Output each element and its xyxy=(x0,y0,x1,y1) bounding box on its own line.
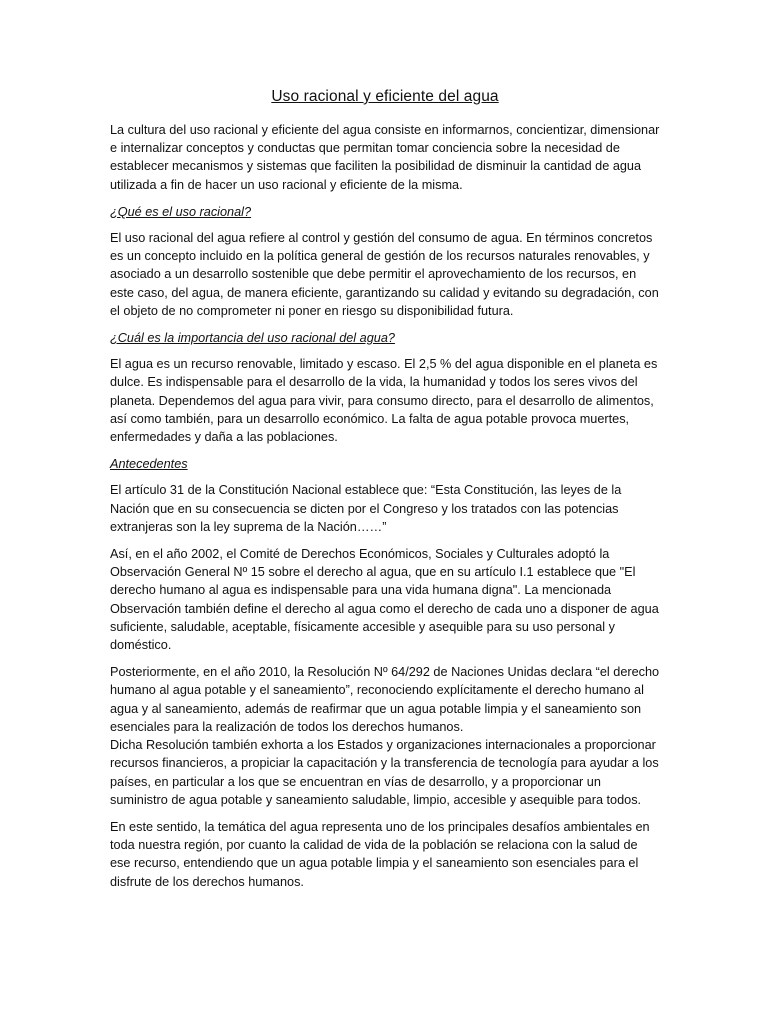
paragraph-exhortacion: Dicha Resolución también exhorta a los Estados y organizaciones internacionales a proporcionar recursos financieros, a propiciar la capacitación y la transferencia de tecnología para ayudar a los países, en particular a los que se encuentran en vías de desarrollo, y a proporcionar un suministro de agua potable y saneamiento saludable, limpio, accesible y asequible para todos. xyxy=(110,738,659,807)
paragraph-uso-racional: El uso racional del agua refiere al control y gestión del consumo de agua. En términos concretos es un concepto incluido en la política general de gestión de los recursos naturales renovables, y asociado a un desarrollo sostenible que debe permitir el aprovechamiento de los recursos, en este caso, del agua, de manera eficiente, garantizando su calidad y evitando su degradación, con el objeto de no comprometer ni poner en riesgo su disponibilidad futura. xyxy=(110,231,659,318)
section-heading-importancia: ¿Cuál es la importancia del uso racional del agua? xyxy=(110,331,395,346)
paragraph-observacion-general: Así, en el año 2002, el Comité de Derechos Económicos, Sociales y Culturales adoptó la Observación General Nº 15 sobre el derecho al agua, que en su artículo I.1 establece que "El derecho humano al agua es indispensable para una vida humana digna". La mencionada Observación también define el derecho al agua como el derecho de cada uno a disponer de agua suficiente, saludable, aceptable, físicamente accesible y asequible para su uso personal y doméstico. xyxy=(110,547,659,653)
document-body xyxy=(110,86,660,900)
intro-paragraph: La cultura del uso racional y eficiente del agua consiste en informarnos, concientizar, dimensionar e internalizar conceptos y conductas que permitan tomar conciencia sobre la necesidad de establecer mecanismos y sistemas que faciliten la posibilidad de disminuir la cantidad de agua utilizada a fin de hacer un uso racional y eficiente de la misma. xyxy=(110,123,660,192)
paragraph-resolucion-64-292: Posteriormente, en el año 2010, la Resolución Nº 64/292 de Naciones Unidas declara “el derecho humano al agua potable y el saneamiento”, reconociendo explícitamente el derecho humano al agua y al saneamiento, además de reafirmar que un agua potable limpia y el saneamiento son esenciales para la realización de todos los derechos humanos. xyxy=(110,665,660,734)
paragraph-articulo-31: El artículo 31 de la Constitución Nacional establece que: “Esta Constitución, las leyes de la Nación que en su consecuencia se dicten por el Congreso y los tratados con las potencias extranjeras son la ley suprema de la Nación……” xyxy=(110,483,622,534)
paragraph-conclusion: En este sentido, la temática del agua representa uno de los principales desafíos ambientales en toda nuestra región, por cuanto la calidad de vida de la población se relaciona con la salud de ese recurso, entendiendo que un agua potable limpia y el saneamiento son esenciales para el disfrute de los derechos humanos. xyxy=(110,819,650,889)
document-title: Uso racional y eficiente del agua xyxy=(271,88,499,105)
section-heading-antecedentes: Antecedentes xyxy=(110,457,188,472)
section-heading-uso-racional: ¿Qué es el uso racional? xyxy=(110,204,252,219)
paragraph-importancia: El agua es un recurso renovable, limitado y escaso. El 2,5 % del agua disponible en el planeta es dulce. Es indispensable para el desarrollo de la vida, la humanidad y todos los seres vivos del planeta. Dependemos del agua para vivir, para consumo directo, para el desarrollo de alimentos, así como también, para un desarrollo económico. La falta de agua potable provoca muertes, enfermedades y daña a las poblaciones. xyxy=(110,357,658,445)
